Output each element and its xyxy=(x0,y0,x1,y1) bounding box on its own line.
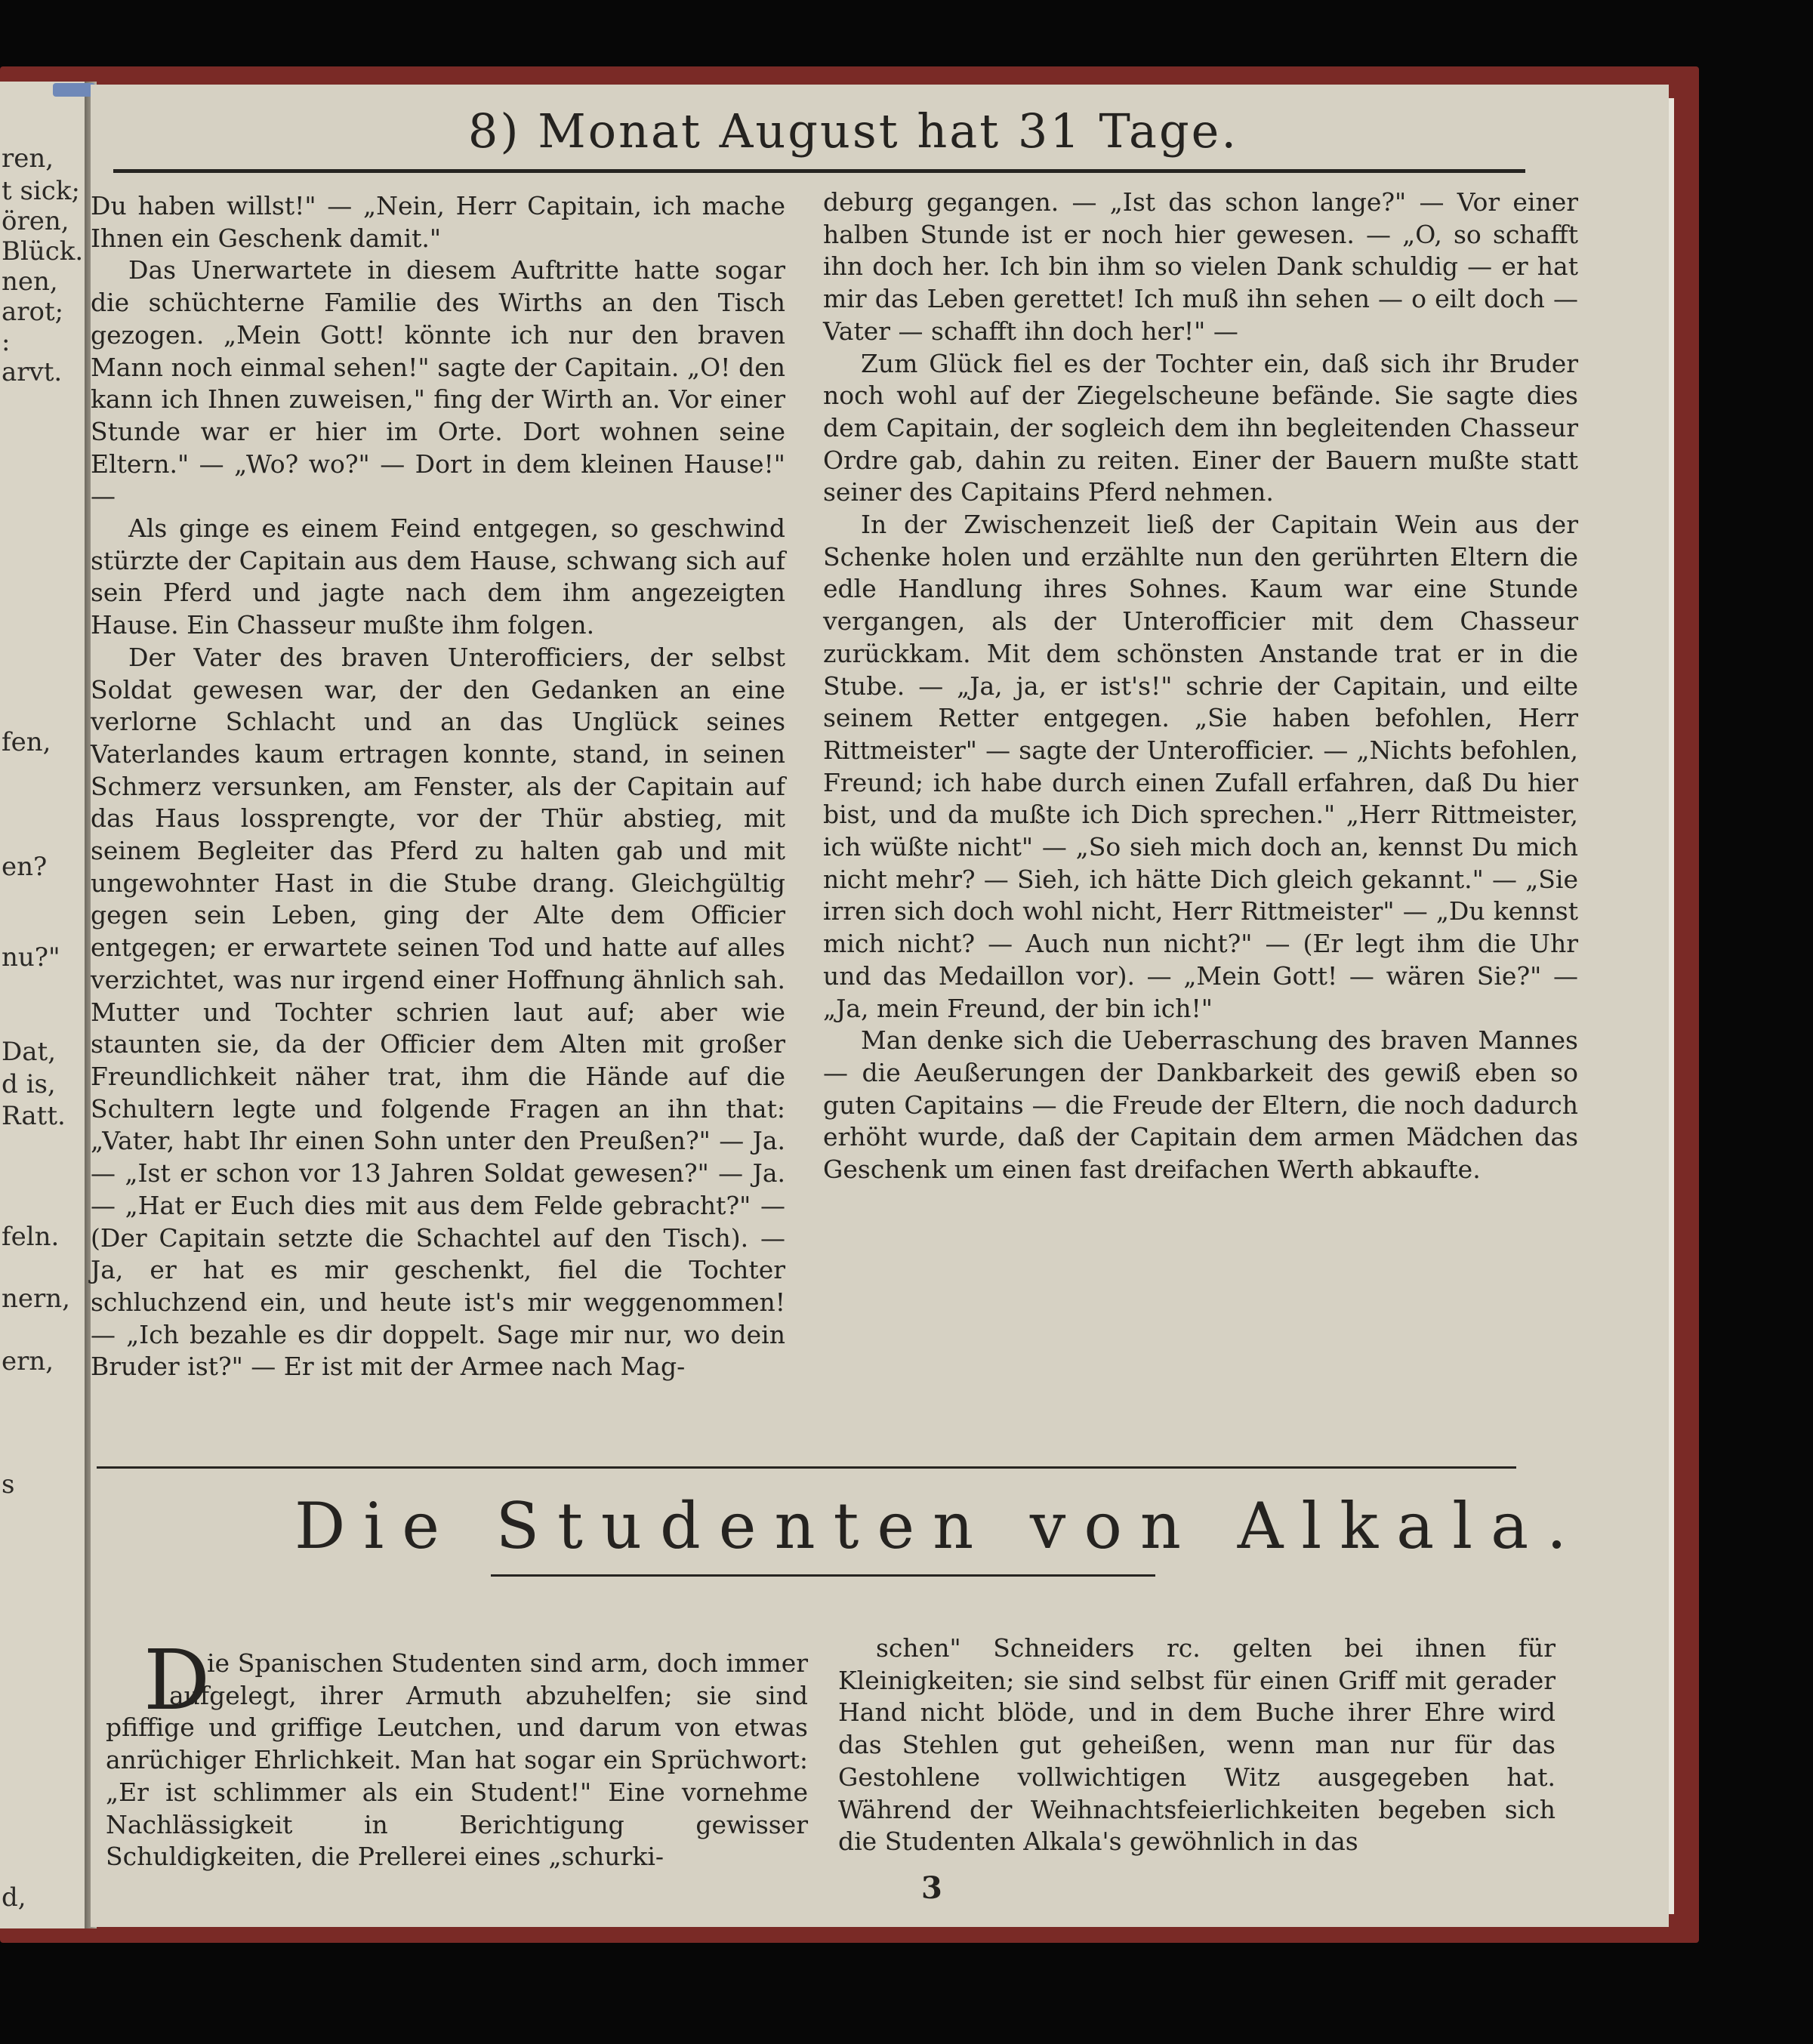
paragraph-text: ie Spanischen Studenten sind arm, doch immer aufgelegt, ihrer Armuth abzuhelfen; sie sind pfiffige und griffige Leutchen, und darum von etwas anrüchiger Ehrlichkeit. Man hat sogar ein Sprüchwort: „Er ist schlimmer als ein Student!" Eine vornehme Nachlässigkeit in Berichtigung gewisser Schuldigkeiten, die Prellerei eines „schurki- xyxy=(106,1648,808,1872)
paragraph: Du haben willst!" — „Nein, Herr Capitain, ich mache Ihnen ein Geschenk damit." xyxy=(91,191,785,253)
article2-column-2 xyxy=(838,1632,1556,1858)
article1-column-1 xyxy=(91,190,785,1383)
left-fragment: t sick; xyxy=(2,176,80,206)
left-page-edge xyxy=(0,82,89,1928)
left-fragment: Blück. xyxy=(2,236,84,267)
article-title: Die Studenten von Alkala. xyxy=(294,1489,1585,1563)
page-number: 3 xyxy=(921,1870,942,1906)
left-fragment: ern, xyxy=(2,1346,54,1377)
paragraph: Das Unerwartete in diesem Auftritte hatte sogar die schüchterne Familie des Wirths an den Tisch gezogen. „Mein Gott! könnte ich nur den braven Mann noch einmal sehen!" sagte der Capitain. „O! den kann ich Ihnen zuweisen," fing der Wirth an. Vor einer Stunde war er hier im Orte. Dort wohnen seine Eltern." — „Wo? wo?" — Dort in dem kleinen Hause!" — xyxy=(91,255,785,511)
left-fragment: : xyxy=(2,327,11,357)
left-fragment: s xyxy=(2,1469,15,1500)
left-fragment: ren, xyxy=(2,143,54,174)
title-underline xyxy=(491,1574,1155,1577)
section-rule xyxy=(97,1466,1516,1469)
header-rule xyxy=(113,169,1525,173)
left-fragment: arot; xyxy=(2,297,64,327)
paragraph: Der Vater des braven Unterofficiers, der selbst Soldat gewesen war, der den Gedanken an eine verlorne Schlacht und an das Unglück seines Vaterlandes kaum ertragen konnte, stand, in seinen Schmerz versunken, am Fenster, als der Capitain auf das Haus lossprengte, vor der Thür abstieg, mit seinem Begleiter das Pferd zu halten gab und mit ungewohnter Hast in die Stube drang. Gleichgültig gegen sein Leben, ging der Alte dem Officier entgegen; er erwartete seinen Tod und hatte auf alles verzichtet, was nur irgend einer Hoffnung ähnlich sah. Mutter und Tochter schrien laut auf; aber wie staunten sie, da der Officier dem Alten mit großer Freundlichkeit näher trat, ihm die Hände auf die Schultern legte und folgende Fragen an ihn that: „Vater, habt Ihr einen Sohn unter den Preußen?" — Ja. — „Ist er schon vor 13 Jahren Soldat gewesen?" — Ja. — „Hat er Euch dies mit aus dem Felde gebracht?" — (Der Capitain setzte die Schachtel auf den Tisch). — Ja, er hat es mir geschenkt, fiel die Tochter schluchzend ein, und heute ist's mir weggenommen! — „Ich bezahle es dir doppelt. Sage mir nur, wo dein Bruder ist?" — Er ist mit der Armee nach Mag- xyxy=(91,642,785,1382)
left-fragment: nu?" xyxy=(2,942,60,973)
left-fragment: Ratt. xyxy=(2,1101,66,1131)
paragraph: deburg gegangen. — „Ist das schon lange?" — Vor einer halben Stunde ist er noch hier gewesen. — „O, so schafft ihn doch her. Ich bin ihm so vielen Dank schuldig — er hat mir das Leben gerettet! Ich muß ihn sehen — o eilt doch — Vater — schafft ihn doch her!" — xyxy=(823,187,1578,346)
left-fragment: d, xyxy=(2,1882,26,1913)
left-fragment: nen, xyxy=(2,267,58,297)
drop-cap: D xyxy=(143,1632,211,1728)
left-fragment: d is, xyxy=(2,1069,56,1099)
article2-column-1 xyxy=(106,1632,808,1873)
paragraph: Als ginge es einem Feind entgegen, so geschwind stürzte der Capitain aus dem Hause, schwang sich auf sein Pferd und jagte nach dem ihm angezeigten Hause. Ein Chasseur mußte ihm folgen. xyxy=(91,513,785,640)
page-header: 8) Monat August hat 31 Tage. xyxy=(467,103,1239,159)
left-fragment: nern, xyxy=(2,1284,70,1314)
left-fragment: feln. xyxy=(2,1222,60,1252)
left-fragment: ören, xyxy=(2,206,69,236)
paragraph: Man denke sich die Ueberraschung des braven Mannes — die Aeußerungen der Dankbarkeit des gewiß eben so guten Capitains — die Freude der Eltern, die noch dadurch erhöht wurde, daß der Capitain dem armen Mädchen das Geschenk um einen fast dreifachen Werth abkaufte. xyxy=(823,1025,1578,1185)
paragraph: In der Zwischenzeit ließ der Capitain Wein aus der Schenke holen und erzählte nun den gerührten Eltern die edle Handlung ihres Sohnes. Kaum war eine Stunde vergangen, als der Unterofficier mit dem Chasseur zurückkam. Mit dem schönsten Anstande trat er in die Stube. — „Ja, ja, er ist's!" schrie der Capitain, und eilte seinem Retter entgegen. „Sie haben befohlen, Herr Rittmeister" — sagte der Unterofficier. — „Nichts befohlen, Freund; ich habe durch einen Zufall erfahren, daß Du hier bist, und da mußte ich Dich sprechen." „Herr Rittmeister, ich wüßte nicht" — „So sieh mich doch an, kennst Du mich nicht mehr? — Sieh, ich hätte Dich gleich gekannt." — „Sie irren sich doch wohl nicht, Herr Rittmeister" — „Du kennst mich nicht? — Auch nun nicht?" — (Er legt ihm die Uhr und das Medaillon vor). — „Mein Gott! — wären Sie?" — „Ja, mein Freund, der bin ich!" xyxy=(823,510,1578,1023)
article1-column-2 xyxy=(823,187,1578,1186)
paragraph xyxy=(106,1632,808,1873)
left-fragment: arvt. xyxy=(2,357,63,387)
right-page xyxy=(91,85,1669,1927)
left-fragment: Dat, xyxy=(2,1037,57,1067)
left-fragment: en? xyxy=(2,852,48,882)
left-fragment: fen, xyxy=(2,727,51,757)
bookmark-ribbon xyxy=(53,83,95,97)
paragraph: schen" Schneiders rc. gelten bei ihnen für Kleinigkeiten; sie sind selbst für einen Griff mit gerader Hand nicht blöde, und in dem Buche ihrer Ehre wird das Stehlen gut geheißen, wenn man nur für das Gestohlene vollwichtigen Witz ausgegeben hat. Während der Weihnachtsfeierlichkeiten begeben sich die Studenten Alkala's gewöhnlich in das xyxy=(838,1633,1556,1857)
paragraph: Zum Glück fiel es der Tochter ein, daß sich ihr Bruder noch wohl auf der Ziegelscheune befände. Sie sagte dies dem Capitain, der sogleich dem ihn begleitenden Chasseur Ordre gab, dahin zu reiten. Einer der Bauern mußte statt seiner des Capitains Pferd nehmen. xyxy=(823,348,1578,507)
